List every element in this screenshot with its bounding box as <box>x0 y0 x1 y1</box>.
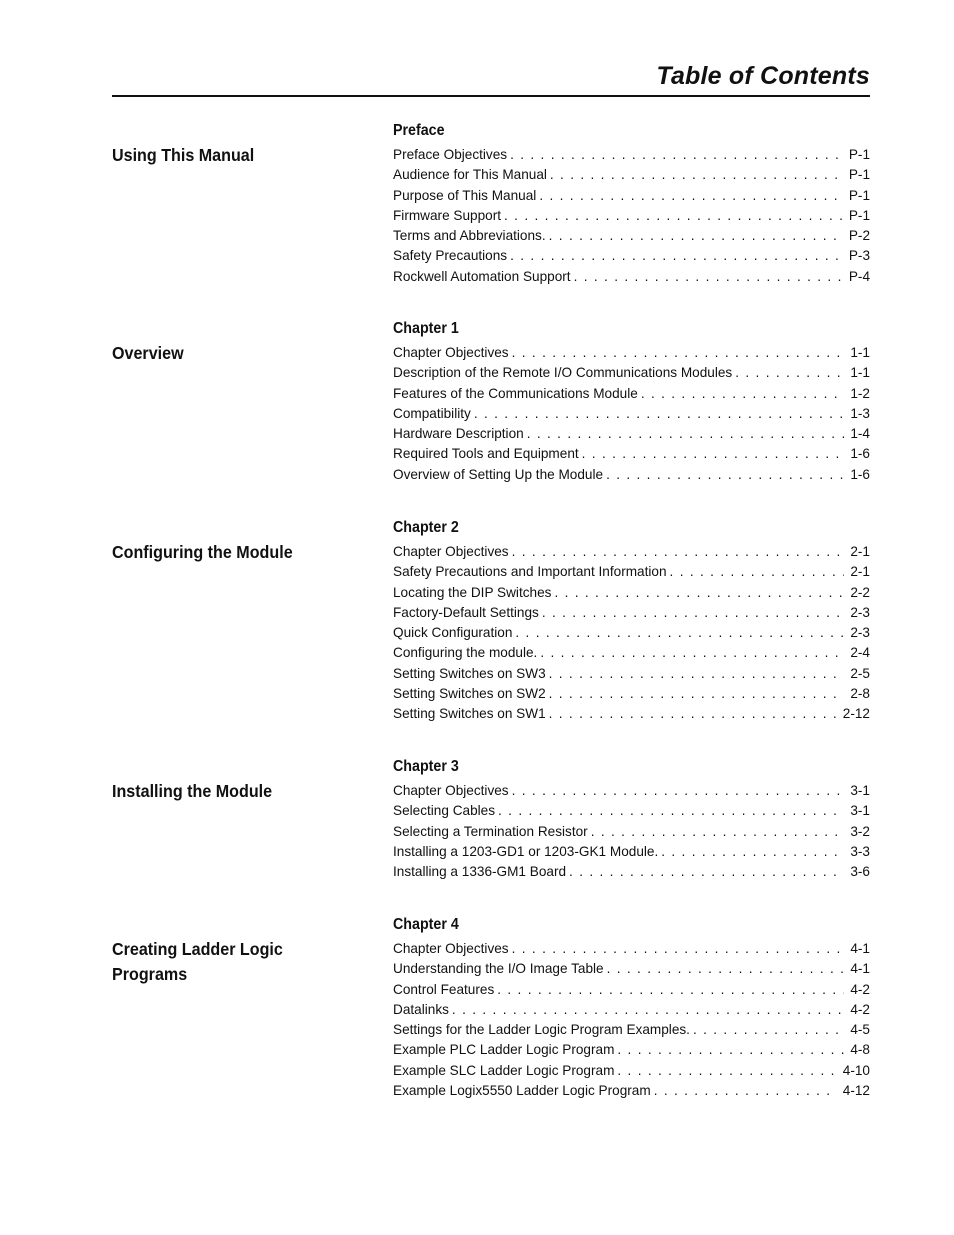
entry-list <box>393 147 870 289</box>
entry-label: Setting Switches on SW3 <box>393 665 546 681</box>
section-title: Using This Manual <box>112 145 255 165</box>
chapter-heading: Chapter 3 <box>393 758 459 775</box>
toc-entry[interactable] <box>393 269 870 289</box>
toc-entry[interactable] <box>393 228 870 248</box>
leader-dots <box>582 446 845 461</box>
leader-dots <box>512 783 845 798</box>
entry-page: 2-3 <box>850 625 870 641</box>
title-divider <box>112 95 870 97</box>
entry-label: Audience for This Manual <box>393 167 547 183</box>
toc-entry[interactable] <box>393 686 870 706</box>
leader-dots <box>452 1002 844 1017</box>
entry-page: 4-1 <box>850 961 870 977</box>
leader-dots <box>504 208 843 223</box>
entry-page: 1-4 <box>850 426 870 442</box>
toc-entry[interactable] <box>393 625 870 645</box>
entry-label: Locating the DIP Switches <box>393 584 552 600</box>
toc-entry[interactable] <box>393 467 870 487</box>
toc-entry[interactable] <box>393 446 870 466</box>
chapter-heading: Chapter 2 <box>393 519 459 536</box>
leader-dots <box>512 941 845 956</box>
toc-entry[interactable] <box>393 803 870 823</box>
entry-label: Understanding the I/O Image Table <box>393 961 604 977</box>
toc-entry[interactable] <box>393 188 870 208</box>
entry-list <box>393 941 870 1103</box>
entry-page: 4-8 <box>850 1042 870 1058</box>
toc-entry[interactable] <box>393 941 870 961</box>
entry-label: Compatibility <box>393 405 471 421</box>
toc-entry[interactable] <box>393 783 870 803</box>
entry-label: Chapter Objectives <box>393 345 509 360</box>
entry-label: Safety Precautions <box>393 248 508 264</box>
toc-entry[interactable] <box>393 864 870 884</box>
entry-page: P-1 <box>848 147 870 162</box>
leader-dots <box>735 365 844 380</box>
chapter-heading: Chapter 4 <box>393 916 459 933</box>
leader-dots <box>670 564 845 579</box>
entry-label: Installing a 1336-GM1 Board <box>393 864 567 880</box>
entry-label: Setting Switches on SW1 <box>393 706 546 722</box>
toc-entry[interactable] <box>393 248 870 268</box>
leader-dots <box>527 426 845 441</box>
leader-dots <box>515 625 844 640</box>
toc-entry[interactable] <box>393 167 870 187</box>
toc-entry[interactable] <box>393 564 870 584</box>
section-title: Overview <box>112 343 184 363</box>
toc-entry[interactable] <box>393 605 870 625</box>
leader-dots <box>497 982 844 997</box>
entry-page: P-4 <box>848 268 870 284</box>
entry-page: 4-12 <box>842 1083 870 1099</box>
entry-page: 2-4 <box>850 645 870 661</box>
toc-entry[interactable] <box>393 824 870 844</box>
leader-dots <box>549 666 845 681</box>
entry-label: Chapter Objectives <box>393 941 509 956</box>
entry-page: 1-6 <box>850 466 870 482</box>
entry-page: P-3 <box>848 248 870 264</box>
leader-dots <box>540 645 844 660</box>
section-title: Configuring the Module <box>112 542 293 562</box>
leader-dots <box>474 406 845 421</box>
entry-label: Preface Objectives <box>393 147 508 162</box>
toc-entry[interactable] <box>393 544 870 564</box>
entry-label: Chapter Objectives <box>393 544 509 559</box>
toc-entry[interactable] <box>393 706 870 726</box>
entry-page: 2-12 <box>842 706 870 722</box>
entry-list <box>393 783 870 884</box>
entry-page: 2-1 <box>850 544 870 559</box>
entry-label: Safety Precautions and Important Information <box>393 564 667 580</box>
leader-dots <box>607 961 845 976</box>
toc-entry[interactable] <box>393 585 870 605</box>
entry-page: 2-5 <box>850 665 870 681</box>
entry-list <box>393 345 870 487</box>
toc-entry[interactable] <box>393 1083 870 1103</box>
toc-entry[interactable] <box>393 147 870 167</box>
entry-label: Rockwell Automation Support <box>393 268 571 284</box>
entry-page: 2-8 <box>850 686 870 702</box>
entry-label: Chapter Objectives <box>393 783 509 798</box>
entry-page: 2-3 <box>850 604 870 620</box>
entry-page: 4-2 <box>850 1001 870 1017</box>
leader-dots <box>641 386 845 401</box>
leader-dots <box>569 864 844 879</box>
toc-entry[interactable] <box>393 208 870 228</box>
entry-label: Selecting Cables <box>393 803 496 819</box>
leader-dots <box>549 228 843 243</box>
entry-page: 1-1 <box>850 365 870 381</box>
leader-dots <box>661 844 844 859</box>
entry-label: Settings for the Ladder Logic Program Examples. <box>393 1022 690 1038</box>
toc-entry[interactable] <box>393 844 870 864</box>
toc-entry[interactable] <box>393 406 870 426</box>
entry-page: 3-2 <box>850 823 870 839</box>
entry-page: 2-1 <box>850 564 870 580</box>
section-title: Creating Ladder Logic Programs <box>112 939 283 984</box>
leader-dots <box>693 1022 844 1037</box>
entry-label: Setting Switches on SW2 <box>393 686 546 702</box>
entry-label: Hardware Description <box>393 426 524 442</box>
leader-dots <box>542 605 845 620</box>
entry-label: Purpose of This Manual <box>393 187 537 203</box>
toc-entry[interactable] <box>393 386 870 406</box>
toc-entry[interactable] <box>393 982 870 1002</box>
leader-dots <box>617 1042 844 1057</box>
leader-dots <box>549 706 837 721</box>
entry-label: Overview of Setting Up the Module <box>393 466 604 482</box>
entry-label: Example PLC Ladder Logic Program <box>393 1042 615 1058</box>
entry-label: Features of the Communications Module <box>393 385 638 401</box>
toc-entry[interactable] <box>393 1002 870 1022</box>
leader-dots <box>498 803 844 818</box>
toc-entry[interactable] <box>393 1042 870 1062</box>
entry-label: Firmware Support <box>393 207 502 223</box>
entry-page: P-1 <box>848 207 870 223</box>
entry-label: Control Features <box>393 981 495 997</box>
page-title: Table of Contents <box>656 62 870 90</box>
entry-page: 4-5 <box>850 1022 870 1038</box>
leader-dots <box>617 1063 836 1078</box>
entry-page: 3-1 <box>850 803 870 819</box>
entry-list <box>393 544 870 727</box>
entry-page: 4-2 <box>850 981 870 997</box>
entry-page: 1-3 <box>850 405 870 421</box>
leader-dots <box>606 467 844 482</box>
toc-entry[interactable] <box>393 345 870 365</box>
leader-dots <box>549 686 845 701</box>
entry-label: Datalinks <box>393 1001 449 1017</box>
entry-page: P-2 <box>848 228 870 244</box>
entry-label: Installing a 1203-GD1 or 1203-GK1 Module. <box>393 843 659 859</box>
leader-dots <box>512 544 845 559</box>
leader-dots <box>574 269 843 284</box>
toc-entry[interactable] <box>393 666 870 686</box>
entry-label: Factory-Default Settings <box>393 604 539 620</box>
leader-dots <box>550 167 843 182</box>
section-title: Installing the Module <box>112 781 273 801</box>
leader-dots <box>510 248 843 263</box>
entry-label: Description of the Remote I/O Communications Modules <box>393 365 733 381</box>
entry-label: Configuring the module. <box>393 645 538 661</box>
chapter-heading: Chapter 1 <box>393 320 459 337</box>
toc-entry[interactable] <box>393 961 870 981</box>
leader-dots <box>654 1083 837 1098</box>
leader-dots <box>554 585 844 600</box>
toc-entry[interactable] <box>393 1063 870 1083</box>
toc-entry[interactable] <box>393 645 870 665</box>
entry-label: Selecting a Termination Resistor <box>393 823 588 839</box>
leader-dots <box>591 824 845 839</box>
entry-page: P-1 <box>848 187 870 203</box>
chapter-heading: Preface <box>393 122 445 139</box>
leader-dots <box>510 147 843 162</box>
entry-page: 4-1 <box>850 941 870 956</box>
toc-entry[interactable] <box>393 1022 870 1042</box>
toc-entry[interactable] <box>393 365 870 385</box>
entry-label: Quick Configuration <box>393 625 513 641</box>
entry-page: 3-6 <box>850 864 870 880</box>
entry-page: 2-2 <box>850 584 870 600</box>
entry-label: Example SLC Ladder Logic Program <box>393 1062 615 1078</box>
leader-dots <box>512 345 845 360</box>
entry-label: Required Tools and Equipment <box>393 446 579 462</box>
entry-page: 1-1 <box>850 345 870 360</box>
toc-entry[interactable] <box>393 426 870 446</box>
entry-page: P-1 <box>848 167 870 183</box>
entry-label: Example Logix5550 Ladder Logic Program <box>393 1083 651 1099</box>
entry-page: 4-10 <box>842 1062 870 1078</box>
entry-page: 3-1 <box>850 783 870 798</box>
entry-page: 3-3 <box>850 843 870 859</box>
leader-dots <box>539 188 843 203</box>
entry-page: 1-2 <box>850 385 870 401</box>
entry-label: Terms and Abbreviations. <box>393 228 546 244</box>
entry-page: 1-6 <box>850 446 870 462</box>
